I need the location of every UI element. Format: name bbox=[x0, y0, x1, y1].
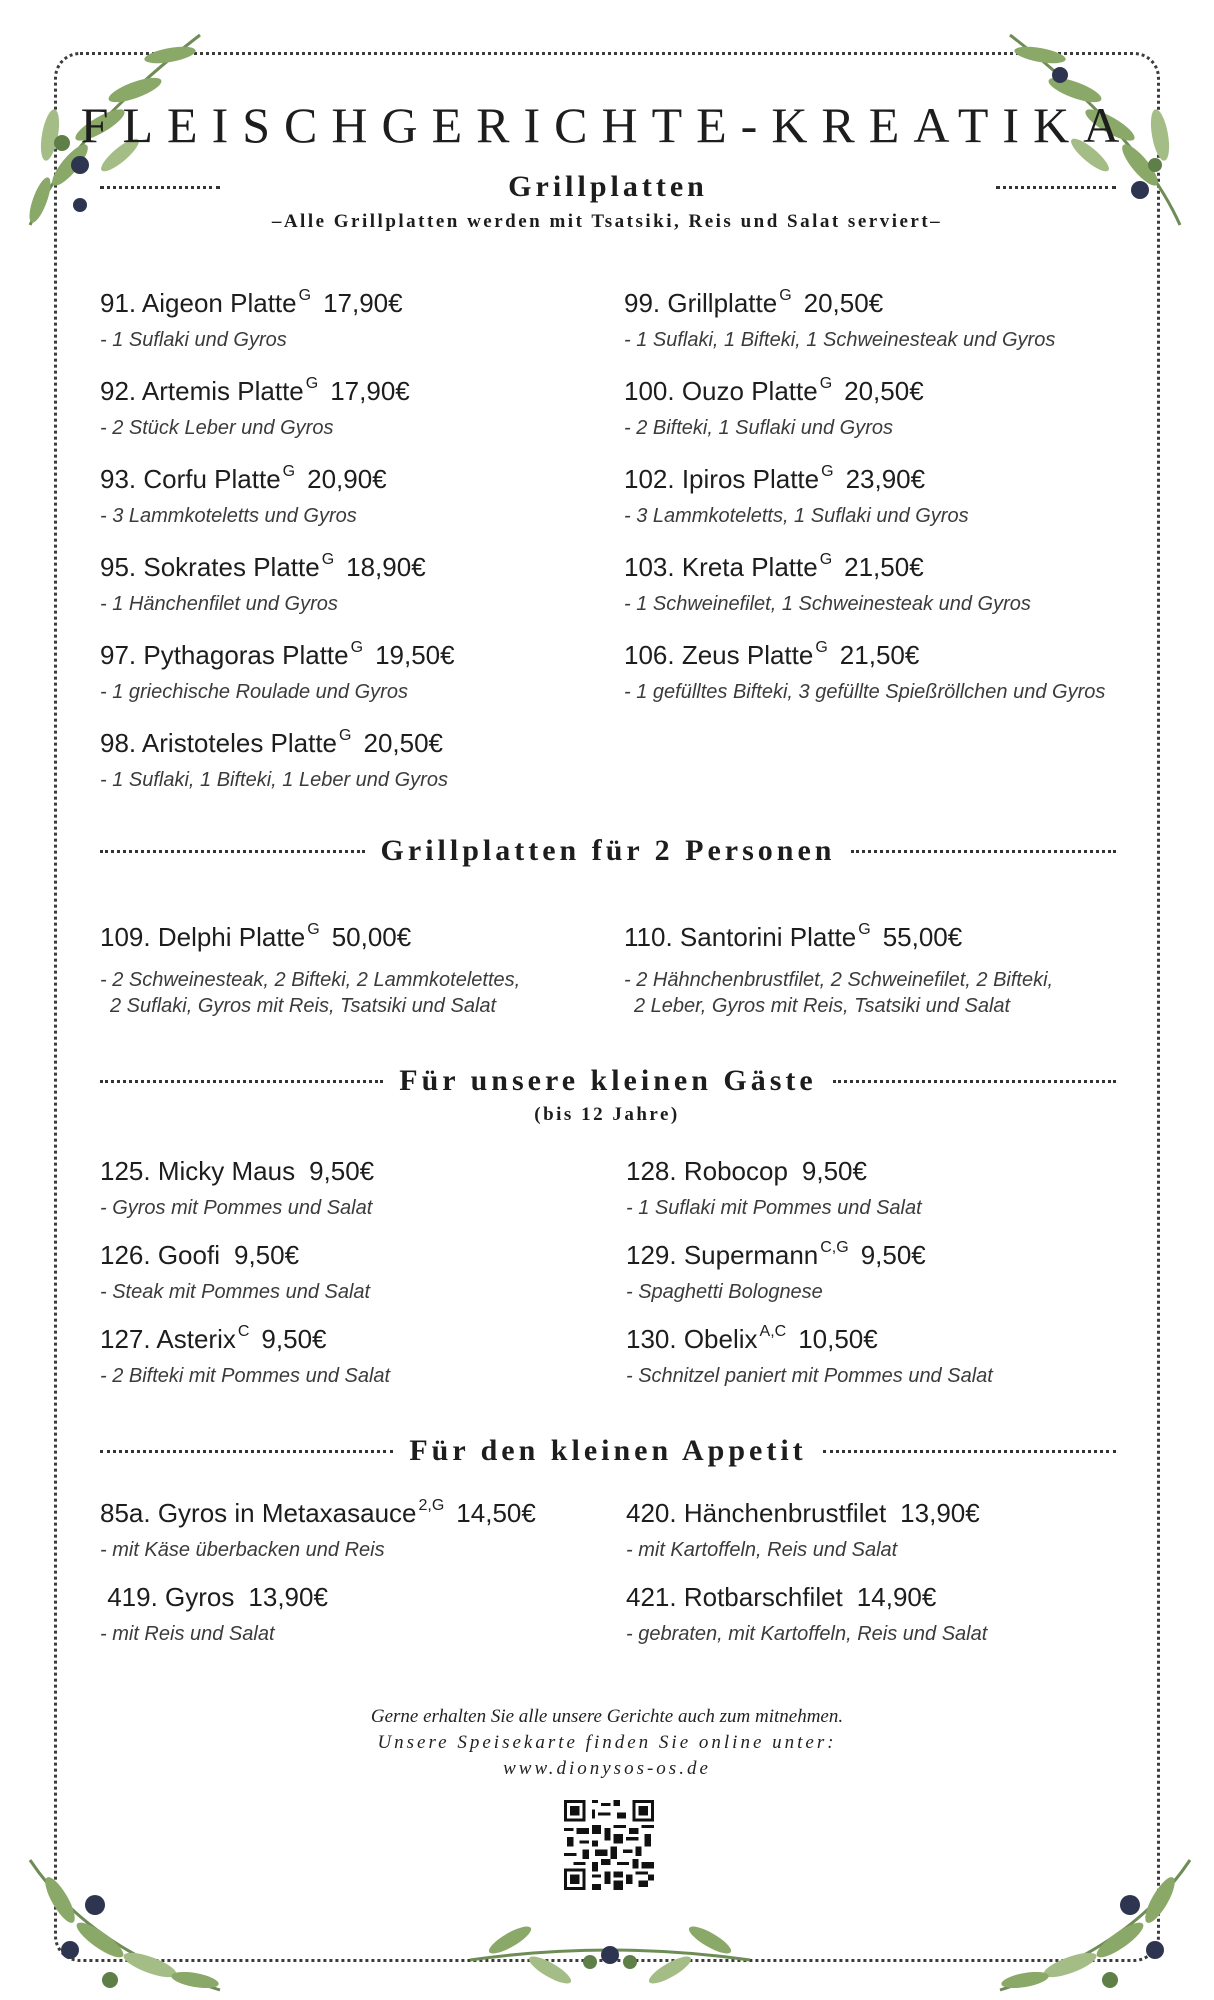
kids-section-header bbox=[100, 1064, 1116, 1098]
grill-subtitle: –Alle Grillplatten werden mit Tsatsiki, Reis und Salat serviert– bbox=[271, 211, 943, 232]
menu-item-421: 421. Rotbarschfilet 14,90€ - gebraten, mit Kartoffeln, Reis und Salat bbox=[626, 1582, 988, 1645]
menu-item-85a: 85a. Gyros in Metaxasauce $^{2,G}$ 14,50€ - mit Käse überbacken und Reis bbox=[100, 1497, 536, 1561]
small-appetite-heading: Für den kleinen Appetit bbox=[409, 1434, 807, 1467]
menu-item-127: 127. Asterix $^C$ 9,50€ - 2 Bifteki mit Pommes und Salat bbox=[100, 1323, 391, 1387]
menu-item-95: 95. Sokrates Platte $^G$ 18,90€ - 1 Hänchenfilet und Gyros bbox=[100, 551, 426, 615]
olive-branch-bottom-left-icon bbox=[10, 1840, 230, 2000]
kids-heading: Für unsere kleinen Gäste bbox=[399, 1064, 817, 1097]
menu-item-97: 97. Pythagoras Platte $^G$ 19,50€ - 1 griechische Roulade und Gyros bbox=[100, 639, 455, 703]
menu-item-109: 109. Delphi Platte $^G$ 50,00€ - 2 Schweinesteak, 2 Bifteki, 2 Lammkotelettes, 2 Suflaki, Gyros mit Reis, Tsatsiki und Salat bbox=[100, 921, 521, 1017]
menu-item-419: 419. Gyros 13,90€ - mit Reis und Salat bbox=[100, 1582, 328, 1645]
page-title: FLEISCHGERICHTE-KREATIKA bbox=[80, 97, 1134, 153]
menu-item-92: 92. Artemis Platte $^G$ 17,90€ - 2 Stück Leber und Gyros bbox=[100, 375, 410, 439]
olive-branch-bottom-center-icon bbox=[460, 1900, 760, 1990]
qr-code-icon[interactable] bbox=[564, 1800, 654, 1890]
grill-heading: Grillplatten bbox=[508, 170, 708, 203]
menu-item-100: 100. Ouzo Platte $^G$ 20,50€ - 2 Bifteki, 1 Suflaki und Gyros bbox=[624, 375, 924, 439]
menu-item-91: 91. Aigeon Platte $^G$ 17,90€ - 1 Suflaki und Gyros bbox=[100, 287, 403, 351]
menu-item-129: 129. Supermann $^{C,G}$ 9,50€ - Spaghetti Bolognese bbox=[626, 1239, 926, 1303]
menu-item-128: 128. Robocop 9,50€ - 1 Suflaki mit Pommes und Salat bbox=[626, 1156, 922, 1219]
menu-item-130: 130. Obelix $^{A,C}$ 10,50€ - Schnitzel paniert mit Pommes und Salat bbox=[626, 1323, 993, 1387]
menu-item-420: 420. Hänchenbrustfilet 13,90€ - mit Kartoffeln, Reis und Salat bbox=[626, 1498, 980, 1561]
small-appetite-section-header bbox=[100, 1434, 1116, 1468]
menu-item-106: 106. Zeus Platte $^G$ 21,50€ - 1 gefülltes Bifteki, 3 gefüllte Spießröllchen und Gyros bbox=[624, 639, 1106, 703]
menu-item-98: 98. Aristoteles Platte $^G$ 20,50€ - 1 Suflaki, 1 Bifteki, 1 Leber und Gyros bbox=[100, 727, 448, 791]
menu-item-126: 126. Goofi 9,50€ - Steak mit Pommes und Salat bbox=[100, 1240, 371, 1303]
footer-takeaway-note: Gerne erhalten Sie alle unsere Gerichte auch zum mitnehmen. bbox=[370, 1706, 844, 1727]
menu-item-103: 103. Kreta Platte $^G$ 21,50€ - 1 Schweinefilet, 1 Schweinesteak und Gyros bbox=[624, 551, 1031, 615]
menu-item-99: 99. Grillplatte $^G$ 20,50€ - 1 Suflaki, 1 Bifteki, 1 Schweinesteak und Gyros bbox=[624, 287, 1056, 351]
menu-item-93: 93. Corfu Platte $^G$ 20,90€ - 3 Lammkoteletts und Gyros bbox=[100, 463, 387, 527]
menu-item-110: 110. Santorini Platte $^G$ 55,00€ - 2 Hähnchenbrustfilet, 2 Schweinefilet, 2 Bifteki, 2 Leber, Gyros mit Reis, Tsatsiki und Salat bbox=[624, 921, 1054, 1017]
grill-section-header bbox=[100, 170, 1116, 204]
menu-item-125: 125. Micky Maus 9,50€ - Gyros mit Pommes und Salat bbox=[100, 1156, 375, 1219]
two-person-heading: Grillplatten für 2 Personen bbox=[380, 834, 836, 867]
footer-website-link[interactable]: www.dionysos-os.de bbox=[503, 1758, 711, 1779]
footer-online-note: Unsere Speisekarte finden Sie online unter: bbox=[377, 1732, 837, 1753]
kids-subtitle: (bis 12 Jahre) bbox=[534, 1104, 680, 1125]
menu-item-102: 102. Ipiros Platte $^G$ 23,90€ - 3 Lammkoteletts, 1 Suflaki und Gyros bbox=[624, 463, 969, 527]
olive-branch-bottom-right-icon bbox=[990, 1840, 1210, 2000]
two-person-section-header bbox=[100, 834, 1116, 868]
